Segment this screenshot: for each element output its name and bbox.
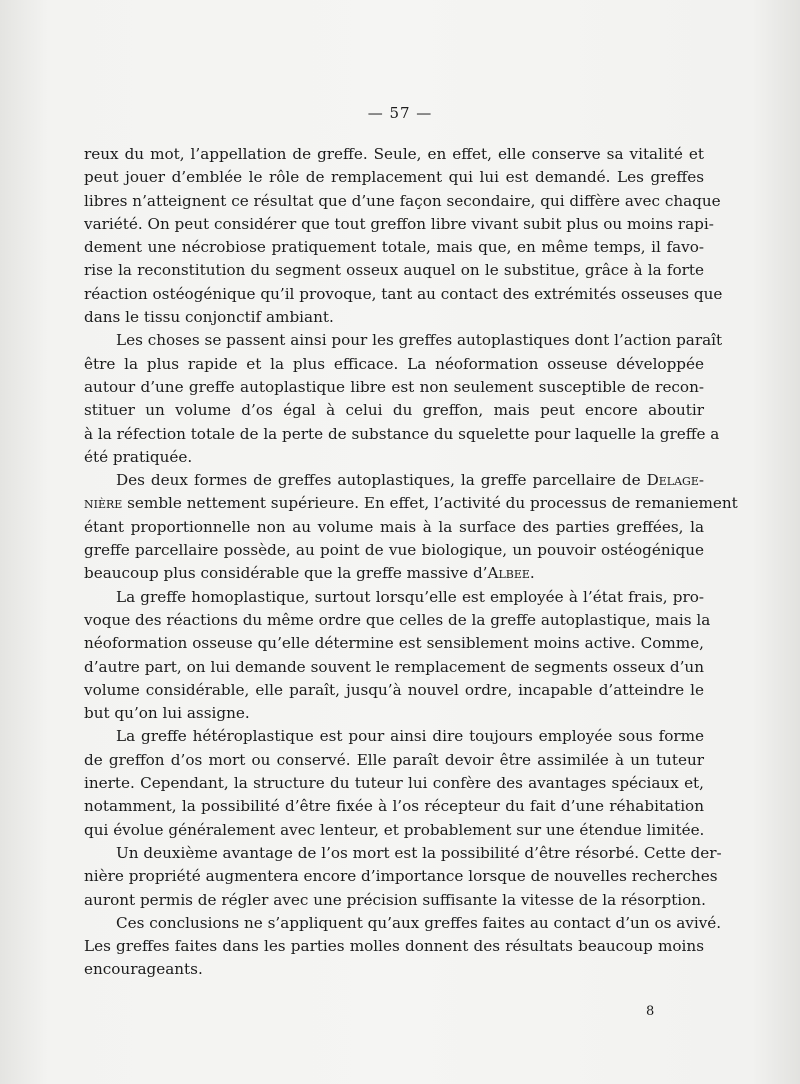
text-line: auront permis de régler avec une précision suffisante la vitesse de la résorption. (84, 890, 706, 909)
paragraph (84, 143, 723, 329)
paragraph (84, 842, 722, 912)
text-line: reux du mot, l’appellation de greffe. Seule, en effet, elle conserve sa vitalité et (84, 145, 704, 163)
paragraph (84, 586, 711, 726)
text-line: stituer un volume d’os égal à celui du greffon, mais peut encore aboutir (84, 401, 704, 420)
paragraph (84, 725, 704, 841)
paragraph (84, 912, 722, 982)
text-line: Un deuxième avantage de l’os mort est la possibilité d’être résorbé. Cette der- (116, 843, 722, 862)
text-line: étant proportionnelle non au volume mais à la surface des parties greffées, la (84, 517, 704, 536)
text-line: été pratiquée. (84, 447, 193, 466)
text-line: encourageants. (84, 960, 203, 979)
text-line: rise la reconstitution du segment osseux auquel on le substitue, grâce à la forte (84, 261, 704, 280)
text-line: Les greffes faites dans les parties molles donnent des résultats beaucoup moins (84, 937, 704, 956)
page-number: — 57 — (367, 104, 433, 122)
text-line (84, 492, 738, 515)
text-line: Les choses se passent ainsi pour les greffes autoplastiques dont l’action paraît (116, 331, 723, 350)
text-line: d’autre part, on lui demande souvent le remplacement de segments osseux d’un (84, 657, 704, 676)
text-line: La greffe homoplastique, surtout lorsqu’elle est employée à l’état frais, pro- (116, 587, 704, 606)
text-line: réaction ostéogénique qu’il provoque, tant au contact des extrémités osseuses que (84, 284, 723, 303)
text-line: volume considérable, elle paraît, jusqu’à nouvel ordre, incapable d’atteindre le (84, 680, 704, 699)
text-segment: semble nettement supérieure. En effet, l’activité du processus de remaniement (122, 494, 738, 513)
body-text (84, 143, 738, 982)
text-line: La greffe hétéroplastique est pour ainsi dire toujours employée sous forme (116, 727, 704, 746)
text-segment: Des deux formes de greffes autoplastiques, la greffe parcellaire de (116, 471, 641, 490)
text-line: peut jouer d’emblée le rôle de remplacement qui lui est demandé. Les greffes (84, 168, 704, 187)
author-name-albee: Albee (487, 564, 530, 583)
text-line: à la réfection totale de la perte de substance du squelette pour laquelle la greffe a (84, 424, 720, 443)
text-line: Ces conclusions ne s’appliquent qu’aux greffes faites au contact d’un os avivé. (116, 913, 722, 932)
text-line: autour d’une greffe autoplastique libre est non seulement susceptible de recon- (84, 377, 704, 396)
text-line: greffe parcellaire possède, au point de vue biologique, un pouvoir ostéogénique (84, 541, 704, 560)
text-line: notamment, la possibilité d’être fixée à l’os récepteur du fait d’une réhabitation (84, 797, 704, 816)
paragraph (84, 469, 738, 585)
paragraph (84, 329, 723, 469)
text-line: voque des réactions du même ordre que celles de la greffe autoplastique, mais la (84, 610, 711, 629)
text-line: libres n’atteignent ce résultat que d’une façon secondaire, qui diffère avec chaque (84, 191, 721, 210)
text-line: variété. On peut considérer que tout greffon libre vivant subit plus ou moins rapi- (84, 214, 714, 233)
text-line: de greffon d’os mort ou conservé. Elle paraît devoir être assimilée à un tuteur (84, 750, 704, 769)
signature-mark: 8 (646, 1004, 655, 1019)
author-name-delageniere: Delage- (646, 471, 704, 490)
text-line: dement une nécrobiose pratiquement totale, mais que, en même temps, il favo- (84, 238, 704, 257)
text-line: nière propriété augmentera encore d’importance lorsque de nouvelles recherches (84, 867, 718, 886)
text-segment: . (529, 564, 535, 583)
text-line: dans le tissu conjonctif ambiant. (84, 308, 334, 327)
text-segment: beaucoup plus considérable que la greffe massive d’ (84, 564, 488, 583)
text-line (84, 469, 704, 492)
text-line: inerte. Cependant, la structure du tuteur lui confère des avantages spéciaux et, (84, 774, 704, 793)
text-line (84, 562, 704, 585)
text-line: néoformation osseuse qu’elle détermine est sensiblement moins active. Comme, (84, 634, 704, 653)
text-line: être la plus rapide et la plus efficace. La néoformation osseuse développée (84, 354, 704, 373)
author-name-delageniere: nière (84, 494, 123, 513)
text-line: qui évolue généralement avec lenteur, et probablement sur une étendue limitée. (84, 820, 705, 839)
text-line: but qu’on lui assigne. (84, 704, 250, 723)
